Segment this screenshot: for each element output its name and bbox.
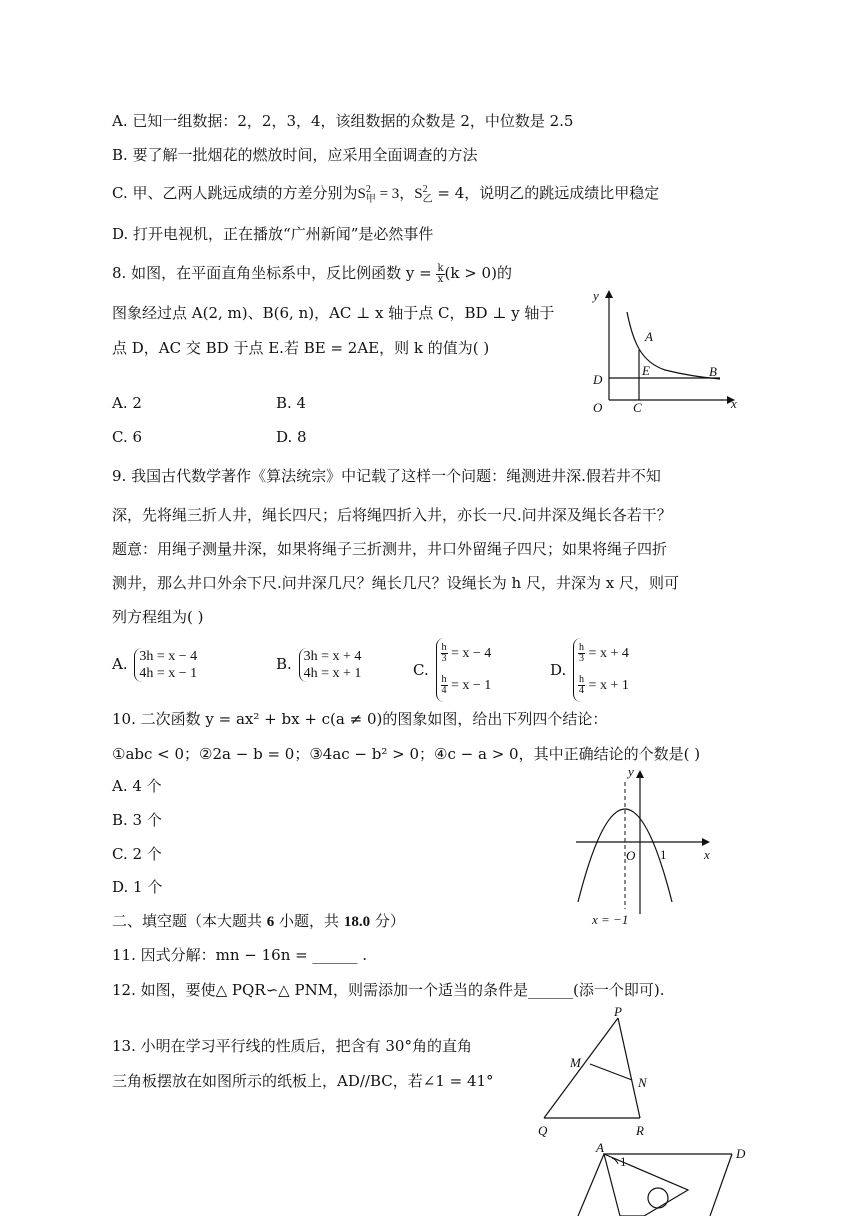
label-e: E	[642, 363, 650, 378]
q9-line-2: 深，先将绳三折人井，绳长四尺；后将绳四折入井，亦长一尺.问井深及绳长各若干？	[112, 506, 672, 524]
fraction-k-over-x: $\frac{k}{x}$	[437, 262, 444, 285]
q9-option-c	[413, 638, 491, 702]
q9-line-5: 列方程组为( )	[112, 608, 204, 626]
variance-jia-value: = 3，	[375, 186, 415, 202]
equation-system-b: 3h = x + 4 4h = x + 1	[299, 648, 362, 682]
q8-stem-text: 8. 如图，在平面直角坐标系中，反比例函数 y =	[112, 264, 437, 282]
y-axis-arrow-icon	[605, 290, 613, 298]
q9-option-b	[276, 648, 361, 682]
equation-system-c: $\frac{h}{3}$ = x − 4 $\frac{h}{4}$ = x − 1	[436, 638, 492, 702]
q8-line-3: 点 D，AC 交 BD 于点 E.若 BE = 2AE，则 k 的值为( )	[112, 339, 490, 357]
label-x: x	[704, 847, 710, 862]
label-c: C	[633, 400, 642, 415]
label-p: P	[614, 1004, 622, 1019]
hyperbola-curve	[627, 312, 720, 379]
x-axis-arrow-icon	[702, 838, 710, 846]
equation-system-a: 3h = x − 4 4h = x − 1	[134, 648, 197, 682]
q12-triangle-figure	[528, 1004, 668, 1140]
equation-system-d: $\frac{h}{3}$ = x + 4 $\frac{h}{4}$ = x + 1	[573, 638, 629, 702]
label-n: N	[638, 1075, 647, 1090]
label-d: D	[736, 1146, 746, 1161]
q8-hyperbola-figure	[585, 282, 745, 418]
q9-option-b-label: B.	[276, 655, 292, 673]
section-2-title: 二、填空题（本大题共 6 小题，共 18.0 分）	[112, 912, 405, 930]
q7-option-c-conclusion: = 4，说明乙的跳远成绩比甲稳定	[432, 184, 660, 202]
label-axis-equation: x = −1	[592, 912, 629, 927]
q8-line-2: 图象经过点 A(2, m)、B(6, n)，AC ⊥ x 轴于点 C，BD ⊥ y 轴于	[112, 304, 555, 322]
q13-parallel-figure	[560, 1138, 760, 1216]
label-o: O	[593, 400, 603, 415]
q10-option-a: A. 4 个	[112, 777, 162, 795]
q9-option-a	[112, 648, 197, 682]
q9-line-3: 题意：用绳子测量井深，如果将绳子三折测井，井口外留绳子四尺；如果将绳子四折	[112, 540, 668, 558]
segment-dc	[710, 1154, 732, 1216]
q9-line-4: 测井，那么井口外余下尺.问井深几尺？绳长几尺？设绳长为 h 尺，井深为 x 尺，则可	[112, 574, 679, 592]
segment-pr	[618, 1018, 640, 1118]
q7-option-a: A. 已知一组数据：2，2，3，4，该组数据的众数是 2，中位数是 2.5	[112, 112, 574, 130]
q8-option-d: D. 8	[276, 428, 307, 446]
q13-line-1: 13. 小明在学习平行线的性质后，把含有 30°角的直角	[112, 1037, 472, 1055]
label-d: D	[593, 372, 603, 387]
q8-condition: (k > 0)的	[444, 264, 512, 282]
set-square-hole	[648, 1188, 668, 1208]
label-a: A	[645, 329, 653, 344]
q8-option-b: B. 4	[276, 394, 307, 412]
segment-pq	[544, 1018, 618, 1118]
set-square	[604, 1154, 688, 1216]
label-a: A	[596, 1140, 604, 1155]
q8-option-a: A. 2	[112, 394, 142, 412]
q11-text: 11. 因式分解：mn − 16n = ______ .	[112, 946, 368, 964]
label-b: B	[709, 364, 717, 379]
q8-option-c: C. 6	[112, 428, 143, 446]
q10-option-b: B. 3 个	[112, 811, 162, 829]
q7-option-d: D. 打开电视机，正在播放“广州新闻”是必然事件	[112, 225, 434, 243]
q9-option-d	[550, 638, 629, 702]
q10-option-d: D. 1 个	[112, 878, 163, 896]
segment-ab	[578, 1154, 604, 1216]
label-q: Q	[538, 1123, 548, 1138]
q7-option-b: B. 要了解一批烟花的燃放时间，应采用全面调查的方法	[112, 146, 478, 164]
label-o: O	[626, 848, 636, 863]
q10-line-1: 10. 二次函数 y = ax² + bx + c(a ≠ 0)的图象如图，给出下列四个结论：	[112, 710, 608, 728]
q7-option-c	[112, 182, 659, 205]
q9-option-d-label: D.	[550, 661, 567, 679]
q7-option-c-text: C. 甲、乙两人跳远成绩的方差分别为	[112, 184, 358, 202]
q9-line-1: 9. 我国古代数学著作《算法统宗》中记载了这样一个问题：绳测进井深.假若井不知	[112, 467, 661, 485]
q10-line-2: ①abc < 0；②2a − b = 0；③4ac − b² > 0；④c − a > 0，其中正确结论的个数是( )	[112, 745, 701, 763]
label-angle-1: 1	[620, 1154, 627, 1169]
q12-text: 12. 如图，要使△ PQR∽△ PNM，则需添加一个适当的条件是______(添一个即可).	[112, 981, 665, 999]
label-y: y	[628, 764, 634, 779]
q13-line-2: 三角板摆放在如图所示的纸板上，AD//BC，若∠1 = 41°	[112, 1072, 494, 1090]
q9-option-a-label: A.	[112, 655, 128, 673]
label-m: M	[570, 1055, 581, 1070]
label-y: y	[593, 288, 599, 303]
label-r: R	[636, 1123, 644, 1138]
q10-parabola-figure	[572, 764, 722, 932]
variance-yi: S 2 乙	[414, 183, 433, 205]
variance-jia: S 2 甲	[357, 183, 376, 205]
q9-option-c-label: C.	[413, 661, 429, 679]
q8-line-1	[112, 262, 512, 285]
q10-option-c: C. 2 个	[112, 845, 162, 863]
label-x: x	[731, 396, 737, 411]
label-one: 1	[660, 847, 667, 862]
y-axis-arrow-icon	[636, 770, 644, 778]
segment-mn	[590, 1064, 632, 1080]
